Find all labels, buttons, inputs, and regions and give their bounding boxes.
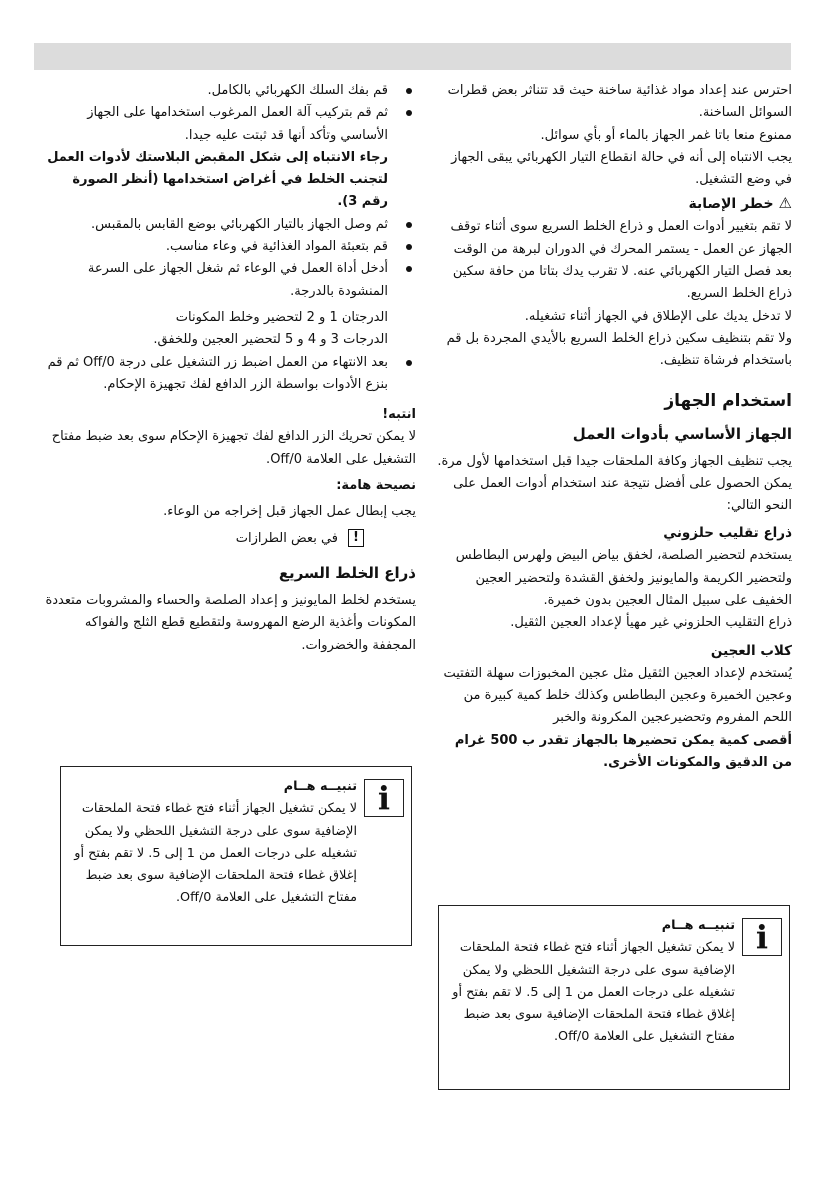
info-icon: i: [742, 918, 782, 956]
paragraph: يستخدم لخلط المايونيز و إعداد الصلصة والحساء والمشروبات متعددة المكونات وأغذية الرضع المهروسة ولتقطيع قطع الثلج والفواكه المجففة والخضروات.: [45, 592, 416, 653]
paragraph: لا تدخل يديك على الإطلاق في الجهاز أثناء تشغيله.: [524, 308, 792, 324]
notice-title: تنبيــه هــام: [661, 918, 735, 933]
speed-line: الدرجتان 1 و 2 لتحضير وخلط المكونات: [175, 309, 388, 325]
list-item: ثم قم بتركيب آلة العمل المرغوب استخدامها على الجهاز الأساسي وتأكد أنها قد ثبتت عليه جيدا. رجاء الانتباه إلى شكل المقبض البلاستك لأدوات العمل لتجنب الخلط في أغراض استخدامها (أنظر الصورة رقم 3).: [42, 102, 416, 213]
paragraph: لا تقم بتغيير أدوات العمل و ذراع الخلط السريع سوى أثناء توقف الجهاز عن العمل - يستمر المحرك في الدوران لبرهة من الوقت بعد فصل التيار الكهربائي عنه. لا تقرب يدك بتاتا من حافة سكين ذراع الخلط السريع.: [450, 219, 792, 302]
speed-line: الدرجات 3 و 4 و 5 لتحضير العجين وللخفق.: [153, 332, 388, 348]
header-bar: [34, 43, 791, 70]
notice-title: تنبيــه هــام: [283, 779, 357, 794]
bold-note: رجاء الانتباه إلى شكل المقبض البلاستك لأدوات العمل لتجنب الخلط في أغراض استخدامها (أنظر الصورة رقم 3).: [47, 149, 388, 210]
list-item: قم بتعبئة المواد الغذائية في وعاء مناسب.: [42, 236, 416, 258]
hand-blender-heading: ذراع الخلط السريع: [278, 563, 416, 582]
subsection-title: الجهاز الأساسي بأدوات العمل: [572, 424, 792, 443]
paragraph: لا يمكن تحريك الزر الدافع لفك تجهيزة الإحكام سوى بعد ضبط مفتاح التشغيل على العلامة Off/0.: [51, 429, 416, 467]
list-item: ثم وصل الجهاز بالتيار الكهربائي بوضع القابس بالمقبس.: [42, 214, 416, 236]
spiral-whisk-heading: ذراع تقليب حلزوني: [663, 525, 792, 542]
right-column: [436, 80, 792, 774]
important-notice-box: [438, 905, 790, 1090]
paragraph: ممنوع منعا باتا غمر الجهاز بالماء أو بأي سوائل.: [540, 127, 792, 143]
models-note: !في بعض الطرازات: [42, 528, 416, 550]
left-column: [42, 80, 416, 657]
list-item: بعد الانتهاء من العمل اضبط زر التشغيل على درجة Off/0 ثم قم بنزع الأدوات بواسطة الزر الدافع لفك تجهيزة الإحكام.: [42, 352, 416, 397]
notice-text: لا يمكن تشغيل الجهاز أثناء فتح غطاء فتحة الملحقات الإضافية سوى على درجة التشغيل اللحظي ولا يمكن تشغيله على درجات العمل من 1 إلى 5. لا تقم بفتح أو إغلاق غطاء فتحة الملحقات الإضافية سوى بعد ضبط مفتاح التشغيل على العلامة Off/0.: [74, 801, 357, 906]
exclamation-box-icon: !: [348, 529, 364, 547]
important-notice-box: [60, 766, 412, 946]
dough-hooks-heading: كلاب العجين: [710, 642, 792, 659]
paragraph: احترس عند إعداد مواد غذائية ساخنة حيث قد تتناثر بعض قطرات السوائل الساخنة.: [447, 83, 792, 121]
paragraph: يستخدم لتحضير الصلصة، لخفق بياض البيض ولهرس البطاطس ولتحضير الكريمة والمايونيز ولخفق القشدة ولتحضير العجين الخفيف على سبيل المثال العجين بدون خميرة.: [455, 548, 792, 609]
info-icon: i: [364, 779, 404, 817]
warning-triangle-icon: ⚠: [778, 194, 792, 213]
section-title: استخدام الجهاز: [664, 390, 792, 411]
instruction-list: [42, 352, 416, 397]
list-item: أدخل أداة العمل في الوعاء ثم شغل الجهاز على السرعة المنشودة بالدرجة.: [42, 258, 416, 303]
max-capacity-note: أقصى كمية يمكن تحضيرها بالجهاز تقدر ب 500 غرام من الدقيق والمكونات الأخرى.: [454, 732, 792, 770]
paragraph: ذراع التقليب الحلزوني غير مهيأ لإعداد العجين الثقيل.: [510, 615, 792, 631]
attention-heading: انتبه!: [382, 407, 416, 423]
paragraph: يجب الانتباه إلى أنه في حالة انقطاع التيار الكهربائي يبقى الجهاز في وضع التشغيل.: [451, 149, 792, 188]
paragraph: يمكن الحصول على أفضل نتيجة عند استخدام أدوات العمل على النحو التالي:: [453, 475, 792, 514]
paragraph: يُستخدم لإعداد العجين الثقيل مثل عجين المخبوزات سهلة التفتيت وعجين الخميرة وعجين البطاطس وكذلك خلط كمية كبيرة من اللحم المفروم وتحضيرعجين المكرونة والخبر: [443, 665, 792, 726]
instruction-list: [42, 80, 416, 303]
paragraph: ولا تقم بتنظيف سكين ذراع الخلط السريع بالأيدي المجردة بل قم باستخدام فرشاة تنظيف.: [446, 330, 792, 369]
tip-heading: نصيحة هامة:: [336, 478, 416, 494]
paragraph: يجب تنظيف الجهاز وكافة الملحقات جيدا قبل استخدامها لأول مرة.: [437, 453, 792, 469]
notice-text: لا يمكن تشغيل الجهاز أثناء فتح غطاء فتحة الملحقات الإضافية سوى على درجة التشغيل اللحظي ولا يمكن تشغيله على درجات العمل من 1 إلى 5. لا تقم بفتح أو إغلاق غطاء فتحة الملحقات الإضافية سوى بعد ضبط مفتاح التشغيل على العلامة Off/0.: [452, 940, 735, 1045]
paragraph: يجب إبطال عمل الجهاز قبل إخراجه من الوعاء.: [163, 504, 416, 520]
list-item: قم بفك السلك الكهربائي بالكامل.: [42, 80, 416, 102]
injury-warning-heading: ⚠خطر الإصابة: [436, 191, 792, 216]
